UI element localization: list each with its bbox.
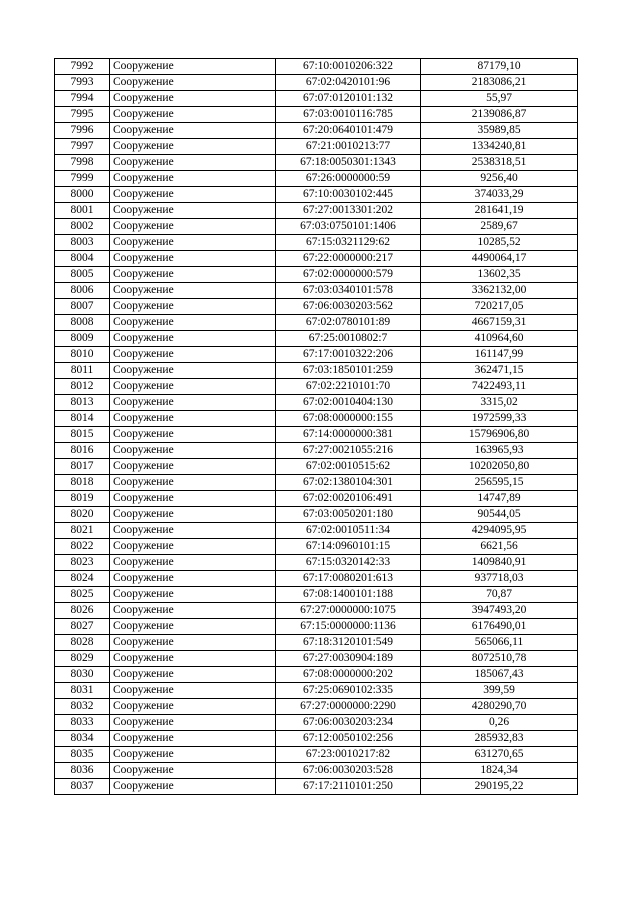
table-row [55,299,578,315]
cell-row-number: 8003 [55,235,110,251]
cell-row-number: 8010 [55,347,110,363]
cell-row-number: 8035 [55,747,110,763]
cell-object-type: Сооружение [110,267,276,283]
cell-row-number: 8028 [55,635,110,651]
cell-cadastral-number: 67:02:0020106:491 [276,491,421,507]
cell-row-number: 7992 [55,59,110,75]
cell-object-type: Сооружение [110,331,276,347]
cell-cadastral-value: 161147,99 [421,347,578,363]
cell-row-number: 8008 [55,315,110,331]
cell-cadastral-number: 67:02:0780101:89 [276,315,421,331]
table-row [55,331,578,347]
cell-row-number: 8023 [55,555,110,571]
cell-cadastral-number: 67:02:0420101:96 [276,75,421,91]
table-row [55,603,578,619]
cell-object-type: Сооружение [110,747,276,763]
cell-row-number: 8022 [55,539,110,555]
cell-cadastral-value: 4667159,31 [421,315,578,331]
cell-cadastral-number: 67:03:1850101:259 [276,363,421,379]
cell-cadastral-value: 374033,29 [421,187,578,203]
cell-object-type: Сооружение [110,123,276,139]
cell-cadastral-value: 4294095,95 [421,523,578,539]
cell-object-type: Сооружение [110,651,276,667]
table-row [55,267,578,283]
cell-object-type: Сооружение [110,683,276,699]
cell-cadastral-value: 6176490,01 [421,619,578,635]
cell-cadastral-number: 67:07:0120101:132 [276,91,421,107]
table-row [55,315,578,331]
cell-object-type: Сооружение [110,395,276,411]
cell-row-number: 8005 [55,267,110,283]
cell-object-type: Сооружение [110,507,276,523]
cell-row-number: 8020 [55,507,110,523]
table-row [55,107,578,123]
cell-object-type: Сооружение [110,603,276,619]
table-row [55,91,578,107]
cell-cadastral-number: 67:17:0010322:206 [276,347,421,363]
table-row [55,699,578,715]
cell-cadastral-number: 67:08:1400101:188 [276,587,421,603]
cell-object-type: Сооружение [110,155,276,171]
cell-cadastral-value: 2139086,87 [421,107,578,123]
cell-cadastral-value: 565066,11 [421,635,578,651]
cell-cadastral-number: 67:21:0010213:77 [276,139,421,155]
cell-cadastral-value: 4280290,70 [421,699,578,715]
cell-cadastral-number: 67:15:0321129:62 [276,235,421,251]
cell-row-number: 8017 [55,459,110,475]
cell-row-number: 8024 [55,571,110,587]
cell-cadastral-number: 67:26:0000000:59 [276,171,421,187]
table-row [55,747,578,763]
cell-object-type: Сооружение [110,203,276,219]
cell-cadastral-number: 67:22:0000000:217 [276,251,421,267]
cell-cadastral-number: 67:06:0030203:528 [276,763,421,779]
cell-cadastral-number: 67:27:0030904:189 [276,651,421,667]
cell-cadastral-number: 67:25:0010802:7 [276,331,421,347]
cell-cadastral-number: 67:06:0030203:234 [276,715,421,731]
table-row [55,475,578,491]
cell-row-number: 7996 [55,123,110,139]
table-row [55,427,578,443]
cell-row-number: 8011 [55,363,110,379]
table-row [55,731,578,747]
table-row [55,235,578,251]
table-row [55,155,578,171]
cell-cadastral-value: 3362132,00 [421,283,578,299]
cell-object-type: Сооружение [110,347,276,363]
cell-row-number: 8030 [55,667,110,683]
table-row [55,187,578,203]
cell-cadastral-number: 67:03:0050201:180 [276,507,421,523]
table-row [55,363,578,379]
cell-cadastral-number: 67:02:0010515:62 [276,459,421,475]
cell-row-number: 7999 [55,171,110,187]
cell-row-number: 8007 [55,299,110,315]
cell-row-number: 8032 [55,699,110,715]
table-row [55,75,578,91]
cell-row-number: 8000 [55,187,110,203]
cell-cadastral-number: 67:25:0690102:335 [276,683,421,699]
table-row [55,139,578,155]
cell-object-type: Сооружение [110,91,276,107]
cell-row-number: 8014 [55,411,110,427]
cell-object-type: Сооружение [110,715,276,731]
cell-row-number: 8037 [55,779,110,795]
cell-cadastral-value: 35989,85 [421,123,578,139]
cell-object-type: Сооружение [110,363,276,379]
cell-row-number: 8029 [55,651,110,667]
cell-row-number: 8001 [55,203,110,219]
cell-row-number: 8036 [55,763,110,779]
cell-cadastral-value: 3947493,20 [421,603,578,619]
cell-cadastral-value: 2183086,21 [421,75,578,91]
cell-object-type: Сооружение [110,475,276,491]
cell-object-type: Сооружение [110,539,276,555]
cell-cadastral-value: 2538318,51 [421,155,578,171]
cell-cadastral-value: 7422493,11 [421,379,578,395]
cell-cadastral-number: 67:03:0340101:578 [276,283,421,299]
cell-object-type: Сооружение [110,667,276,683]
cell-cadastral-value: 9256,40 [421,171,578,187]
cell-cadastral-value: 256595,15 [421,475,578,491]
cell-row-number: 7993 [55,75,110,91]
cell-object-type: Сооружение [110,283,276,299]
cell-row-number: 8025 [55,587,110,603]
cell-object-type: Сооружение [110,219,276,235]
cell-row-number: 8009 [55,331,110,347]
cell-row-number: 7998 [55,155,110,171]
cell-cadastral-value: 937718,03 [421,571,578,587]
cell-row-number: 8018 [55,475,110,491]
cell-cadastral-value: 70,87 [421,587,578,603]
cell-row-number: 7994 [55,91,110,107]
table-row [55,491,578,507]
table-row [55,459,578,475]
cell-cadastral-number: 67:06:0030203:562 [276,299,421,315]
cell-row-number: 8016 [55,443,110,459]
cell-object-type: Сооружение [110,459,276,475]
cell-row-number: 8034 [55,731,110,747]
cell-cadastral-value: 281641,19 [421,203,578,219]
cell-object-type: Сооружение [110,427,276,443]
cell-object-type: Сооружение [110,59,276,75]
cell-cadastral-value: 410964,60 [421,331,578,347]
cell-cadastral-number: 67:02:1380104:301 [276,475,421,491]
table-row [55,619,578,635]
table-row [55,779,578,795]
cell-cadastral-number: 67:12:0050102:256 [276,731,421,747]
cell-cadastral-value: 55,97 [421,91,578,107]
cell-cadastral-number: 67:02:0010511:34 [276,523,421,539]
table-row [55,571,578,587]
cell-object-type: Сооружение [110,107,276,123]
cell-object-type: Сооружение [110,571,276,587]
cell-row-number: 8033 [55,715,110,731]
cell-cadastral-value: 631270,65 [421,747,578,763]
table-row [55,347,578,363]
cell-cadastral-number: 67:27:0000000:1075 [276,603,421,619]
table-row [55,219,578,235]
cell-cadastral-number: 67:02:0000000:579 [276,267,421,283]
cell-cadastral-number: 67:02:2210101:70 [276,379,421,395]
cell-cadastral-value: 3315,02 [421,395,578,411]
cell-cadastral-value: 185067,43 [421,667,578,683]
table-row [55,203,578,219]
cell-object-type: Сооружение [110,235,276,251]
table-row [55,763,578,779]
cell-cadastral-value: 4490064,17 [421,251,578,267]
cell-cadastral-number: 67:02:0010404:130 [276,395,421,411]
table-row [55,395,578,411]
cell-cadastral-value: 14747,89 [421,491,578,507]
table-row [55,123,578,139]
cell-object-type: Сооружение [110,763,276,779]
table-row [55,635,578,651]
registry-table-body [55,59,578,795]
table-row [55,59,578,75]
cell-cadastral-number: 67:10:0010206:322 [276,59,421,75]
table-row [55,651,578,667]
cell-cadastral-number: 67:14:0960101:15 [276,539,421,555]
table-row [55,667,578,683]
cell-cadastral-number: 67:03:0010116:785 [276,107,421,123]
cell-cadastral-value: 285932,83 [421,731,578,747]
table-row [55,443,578,459]
cell-object-type: Сооружение [110,75,276,91]
cell-object-type: Сооружение [110,251,276,267]
cell-cadastral-value: 362471,15 [421,363,578,379]
cell-object-type: Сооружение [110,411,276,427]
cell-cadastral-value: 10202050,80 [421,459,578,475]
cell-object-type: Сооружение [110,731,276,747]
cell-object-type: Сооружение [110,555,276,571]
cell-object-type: Сооружение [110,443,276,459]
cell-row-number: 8006 [55,283,110,299]
cell-cadastral-number: 67:17:0080201:613 [276,571,421,587]
cell-row-number: 8021 [55,523,110,539]
cell-cadastral-value: 0,26 [421,715,578,731]
cell-cadastral-number: 67:27:0021055:216 [276,443,421,459]
table-row [55,251,578,267]
cell-object-type: Сооружение [110,379,276,395]
cell-cadastral-number: 67:15:0000000:1136 [276,619,421,635]
cell-cadastral-number: 67:18:3120101:549 [276,635,421,651]
table-row [55,539,578,555]
cell-cadastral-number: 67:08:0000000:155 [276,411,421,427]
table-row [55,507,578,523]
cell-row-number: 8015 [55,427,110,443]
cell-cadastral-value: 1824,34 [421,763,578,779]
cell-object-type: Сооружение [110,315,276,331]
cell-object-type: Сооружение [110,187,276,203]
cell-cadastral-value: 2589,67 [421,219,578,235]
cell-cadastral-number: 67:03:0750101:1406 [276,219,421,235]
table-row [55,555,578,571]
table-row [55,683,578,699]
cell-cadastral-number: 67:08:0000000:202 [276,667,421,683]
cell-cadastral-value: 10285,52 [421,235,578,251]
cell-cadastral-value: 87179,10 [421,59,578,75]
table-row [55,587,578,603]
cell-object-type: Сооружение [110,139,276,155]
cell-object-type: Сооружение [110,587,276,603]
cell-object-type: Сооружение [110,619,276,635]
cell-cadastral-number: 67:18:0050301:1343 [276,155,421,171]
cell-row-number: 8012 [55,379,110,395]
cell-cadastral-value: 720217,05 [421,299,578,315]
cell-cadastral-number: 67:27:0013301:202 [276,203,421,219]
cell-object-type: Сооружение [110,299,276,315]
cell-cadastral-value: 8072510,78 [421,651,578,667]
table-row [55,523,578,539]
table-row [55,283,578,299]
cell-cadastral-number: 67:23:0010217:82 [276,747,421,763]
cell-cadastral-value: 1334240,81 [421,139,578,155]
cell-cadastral-number: 67:20:0640101:479 [276,123,421,139]
cell-cadastral-value: 163965,93 [421,443,578,459]
table-row [55,715,578,731]
cell-cadastral-value: 15796906,80 [421,427,578,443]
cell-cadastral-value: 6621,56 [421,539,578,555]
cell-cadastral-number: 67:14:0000000:381 [276,427,421,443]
table-row [55,171,578,187]
cell-row-number: 8019 [55,491,110,507]
cell-cadastral-number: 67:10:0030102:445 [276,187,421,203]
cell-cadastral-value: 290195,22 [421,779,578,795]
cell-object-type: Сооружение [110,523,276,539]
cell-object-type: Сооружение [110,779,276,795]
cell-cadastral-number: 67:15:0320142:33 [276,555,421,571]
cell-row-number: 8027 [55,619,110,635]
cell-row-number: 8004 [55,251,110,267]
cell-row-number: 7995 [55,107,110,123]
table-row [55,411,578,427]
cell-row-number: 7997 [55,139,110,155]
cell-cadastral-value: 1409840,91 [421,555,578,571]
cell-row-number: 8013 [55,395,110,411]
cell-cadastral-value: 399,59 [421,683,578,699]
cell-cadastral-value: 1972599,33 [421,411,578,427]
cell-cadastral-number: 67:27:0000000:2290 [276,699,421,715]
cell-row-number: 8031 [55,683,110,699]
cell-row-number: 8002 [55,219,110,235]
cell-cadastral-value: 13602,35 [421,267,578,283]
cell-object-type: Сооружение [110,491,276,507]
cell-cadastral-value: 90544,05 [421,507,578,523]
cell-cadastral-number: 67:17:2110101:250 [276,779,421,795]
cell-object-type: Сооружение [110,699,276,715]
cell-object-type: Сооружение [110,171,276,187]
cell-object-type: Сооружение [110,635,276,651]
registry-table [54,58,578,795]
cell-row-number: 8026 [55,603,110,619]
table-row [55,379,578,395]
